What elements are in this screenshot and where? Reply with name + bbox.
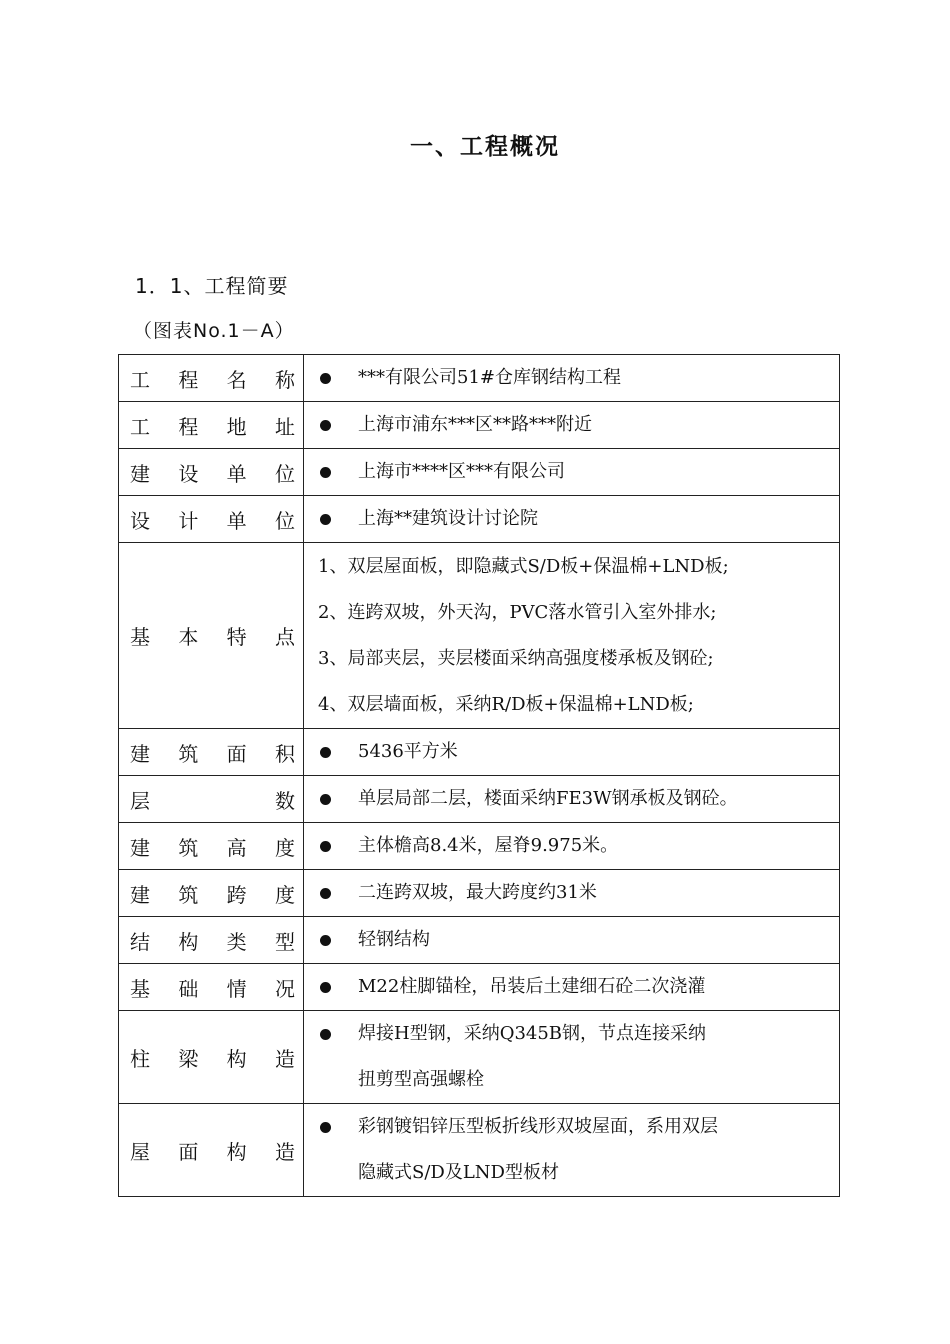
- row-value: 单层局部二层，楼面采纳FE3W钢承板及钢砼。: [358, 788, 738, 809]
- label-char: 建: [130, 835, 150, 860]
- bullet-icon: [318, 1011, 358, 1057]
- row-value: 5436平方米: [358, 741, 458, 762]
- label-char: 柱: [130, 1046, 150, 1071]
- row-label-cell: [119, 917, 304, 964]
- bullet-icon: [318, 823, 358, 869]
- label-char: 础: [178, 976, 199, 1001]
- row-label: [119, 785, 303, 814]
- table-row: [119, 355, 840, 402]
- label-char: 建: [130, 741, 150, 766]
- row-label: [119, 621, 303, 650]
- row-label-cell: [119, 823, 304, 870]
- table-row: [119, 729, 840, 776]
- row-value: 上海市浦东***区**路***附近: [358, 414, 592, 435]
- label-char: 型: [274, 929, 295, 954]
- row-label-cell: [119, 1011, 304, 1104]
- project-overview-table: [118, 354, 840, 1197]
- table-row: [119, 964, 840, 1011]
- label-char: 名: [226, 367, 247, 392]
- row-value-cell: [304, 870, 840, 917]
- label-char: 基: [130, 625, 150, 649]
- list-item: 4、双层墙面板，采纳R/D板+保温棉+LND板;: [318, 693, 694, 715]
- row-label: [119, 832, 303, 861]
- row-value-cell: [304, 776, 840, 823]
- row-label-cell: [119, 870, 304, 917]
- row-value-cell: [304, 1104, 840, 1197]
- label-char: 构: [178, 929, 199, 954]
- table-row: [119, 1011, 840, 1104]
- bullet-icon: [318, 917, 358, 963]
- label-char: 层: [130, 788, 150, 813]
- row-label-cell: [119, 496, 304, 543]
- table-row: [119, 776, 840, 823]
- table-row: [119, 449, 840, 496]
- label-char: 跨: [226, 882, 247, 907]
- label-char: 面: [178, 1139, 199, 1164]
- table-row: [119, 496, 840, 543]
- label-char: 工: [130, 367, 150, 392]
- row-label-cell: [119, 449, 304, 496]
- label-char: 基: [130, 976, 150, 1001]
- row-label-cell: [119, 402, 304, 449]
- row-label: [119, 1136, 303, 1165]
- row-value-cell: [304, 355, 840, 402]
- label-char: 类: [226, 929, 247, 954]
- row-label: [119, 505, 303, 534]
- bullet-icon: [318, 729, 358, 775]
- row-value: 上海**建筑设计讨论院: [358, 508, 538, 529]
- label-char: 单: [226, 508, 247, 533]
- list-item: 3、局部夹层，夹层楼面采纳高强度楼承板及钢砼;: [318, 647, 714, 669]
- bullet-icon: [318, 870, 358, 916]
- row-label: [119, 364, 303, 393]
- label-char: 位: [274, 461, 295, 486]
- label-char: 筑: [178, 835, 199, 860]
- row-label: [119, 879, 303, 908]
- row-label-cell: [119, 776, 304, 823]
- row-value-cell: [304, 729, 840, 776]
- label-char: 称: [274, 367, 295, 392]
- row-label: [119, 738, 303, 767]
- table-row: [119, 917, 840, 964]
- page-title: 一、工程概况: [410, 134, 560, 160]
- label-char: 单: [226, 461, 247, 486]
- label-char: 位: [274, 508, 295, 533]
- label-char: 构: [226, 1139, 247, 1164]
- bullet-icon: [318, 496, 358, 542]
- row-value-cell: [304, 449, 840, 496]
- bullet-icon: [318, 776, 358, 822]
- label-char: 筑: [178, 882, 199, 907]
- section-heading: 1．1、工程简要: [135, 274, 289, 298]
- table-row: [119, 1104, 840, 1197]
- list-item: 1、双层屋面板，即隐藏式S/D板+保温棉+LND板;: [318, 555, 729, 577]
- label-char: 造: [274, 1046, 295, 1071]
- label-char: 积: [274, 741, 295, 766]
- row-label-cell: [119, 729, 304, 776]
- label-char: 程: [178, 367, 199, 392]
- label-char: 度: [274, 882, 295, 907]
- label-char: 工: [130, 414, 150, 439]
- label-char: 地: [226, 414, 247, 439]
- label-char: 梁: [178, 1046, 199, 1071]
- label-char: 建: [130, 461, 150, 486]
- bullet-icon: [318, 402, 358, 448]
- row-value: 主体檐高8.4米，屋脊9.975米。: [358, 835, 619, 856]
- row-value: 焊接H型钢，采纳Q345B钢，节点连接采纳: [358, 1023, 707, 1044]
- label-char: 高: [226, 835, 247, 860]
- row-label: [119, 973, 303, 1002]
- label-char: 设: [178, 461, 199, 486]
- label-char: 计: [178, 508, 199, 533]
- row-value-cell: [304, 543, 840, 729]
- row-value: 上海市****区***有限公司: [358, 461, 565, 482]
- row-label-cell: [119, 355, 304, 402]
- label-char: 构: [226, 1046, 247, 1071]
- label-char: 数: [275, 788, 295, 813]
- row-label: [119, 926, 303, 955]
- list-item: 2、连跨双坡，外天沟，PVC落水管引入室外排水;: [318, 601, 717, 623]
- table-row: [119, 823, 840, 870]
- bullet-icon: [318, 1104, 358, 1150]
- label-char: 度: [274, 835, 295, 860]
- row-value: M22柱脚锚栓，吊装后土建细石砼二次浇灌: [358, 976, 706, 997]
- label-char: 程: [178, 414, 199, 439]
- table-row: [119, 870, 840, 917]
- row-value-cell: [304, 1011, 840, 1104]
- row-label: [119, 1043, 303, 1072]
- bullet-icon: [318, 355, 358, 401]
- label-char: 结: [130, 929, 150, 954]
- row-value: 彩钢镀铝锌压型板折线形双坡屋面，系用双层: [358, 1116, 718, 1137]
- row-value-cell: [304, 823, 840, 870]
- label-char: 建: [130, 882, 150, 907]
- label-char: 本: [178, 625, 199, 649]
- row-value-continued: 隐藏式S/D及LND型板材: [358, 1162, 559, 1183]
- label-char: 情: [226, 976, 247, 1001]
- label-char: 特: [226, 625, 247, 649]
- row-value-cell: [304, 917, 840, 964]
- row-value: 二连跨双坡，最大跨度约31米: [358, 882, 597, 903]
- label-char: 筑: [178, 741, 199, 766]
- table-row: [119, 402, 840, 449]
- row-label-cell: [119, 1104, 304, 1197]
- label-char: 址: [274, 414, 295, 439]
- bullet-icon: [318, 964, 358, 1010]
- row-value-continued: 扭剪型高强螺栓: [358, 1069, 484, 1090]
- label-char: 况: [274, 976, 295, 1001]
- row-label: [119, 411, 303, 440]
- row-value-cell: [304, 402, 840, 449]
- row-label-cell: [119, 964, 304, 1011]
- bullet-icon: [318, 449, 358, 495]
- label-char: 面: [226, 741, 247, 766]
- label-char: 造: [274, 1139, 295, 1164]
- label-char: 设: [130, 508, 150, 533]
- feature-list: [304, 544, 839, 728]
- row-value: ***有限公司51#仓库钢结构工程: [358, 367, 621, 388]
- row-label: [119, 458, 303, 487]
- row-label-cell: [119, 543, 304, 729]
- label-char: 点: [274, 625, 295, 649]
- row-value-cell: [304, 496, 840, 543]
- table-caption: （图表No.1－A）: [133, 320, 295, 342]
- label-char: 屋: [130, 1139, 150, 1164]
- row-value-cell: [304, 964, 840, 1011]
- row-value: 轻钢结构: [358, 929, 430, 950]
- table-row: [119, 543, 840, 729]
